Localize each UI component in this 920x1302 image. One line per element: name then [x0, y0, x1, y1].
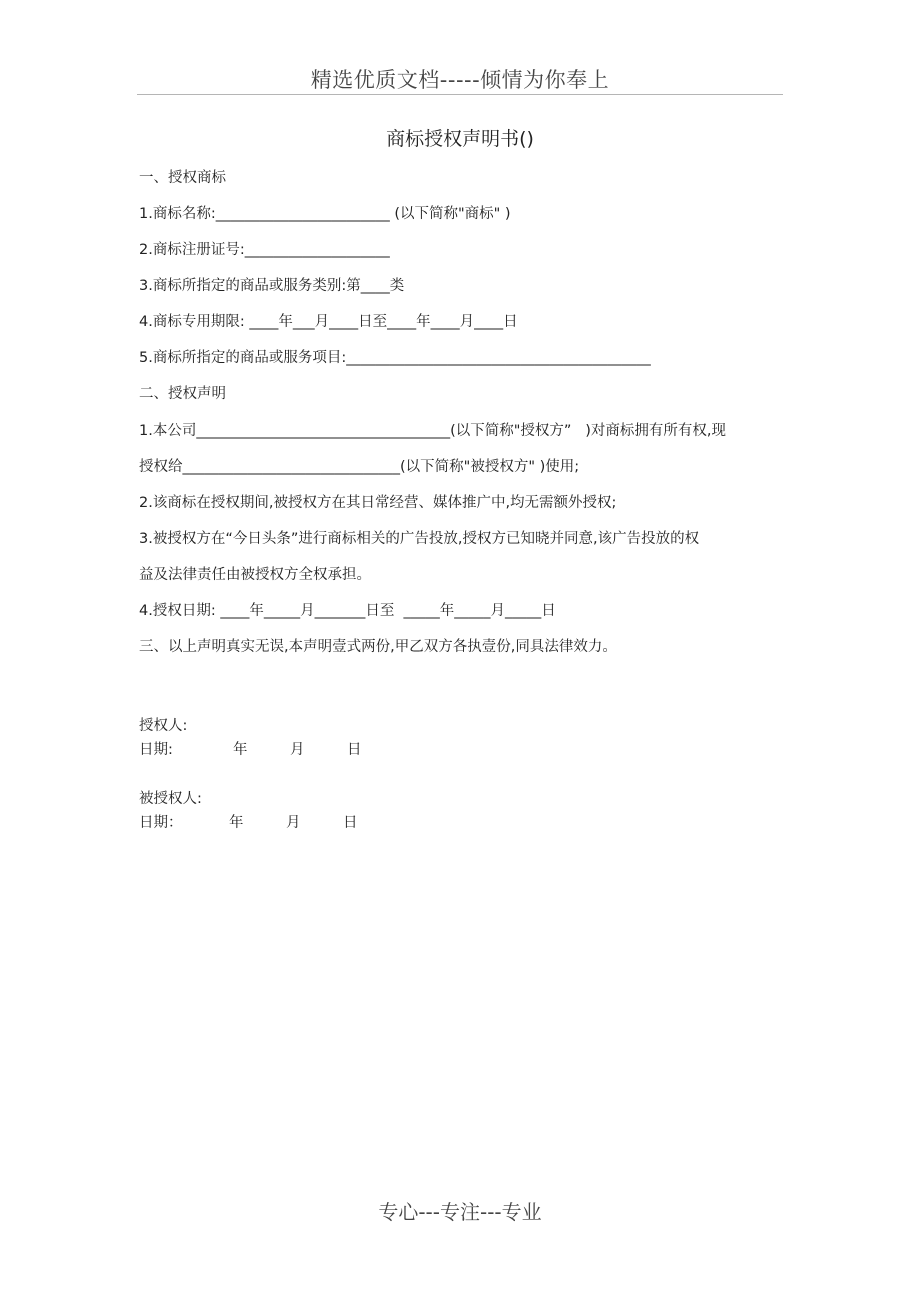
page-header: 精选优质文档-----倾情为你奉上 [310, 68, 610, 92]
grantor-date-month: 月 [290, 742, 305, 758]
document-title: 商标授权声明书() [386, 128, 534, 150]
authorization-scope-line: 2.该商标在授权期间,被授权方在其日常经营、媒体推广中,均无需额外授权; [139, 495, 617, 511]
authorization-date-line: 4.授权日期: ____年_____月_______日至 _____年_____月_____日 [139, 603, 556, 619]
grantor-date-day: 日 [347, 742, 362, 758]
advertising-clause-line-1: 3.被授权方在“今日头条”进行商标相关的广告投放,授权方已知晓并同意,该广告投放的权 [139, 531, 700, 547]
section-2-heading: 二、授权声明 [139, 386, 226, 402]
grantee-date-day: 日 [343, 815, 358, 831]
section-1-heading: 一、授权商标 [139, 170, 226, 186]
goods-items-line: 5.商标所指定的商品或服务项目:__________________________________________ [139, 350, 651, 366]
exclusive-period-line: 4.商标专用期限: ____年___月____日至____年____月____日 [139, 314, 518, 330]
header-divider [137, 94, 783, 95]
grantee-date-month: 月 [286, 815, 301, 831]
grantor-date-label: 日期: [139, 742, 173, 758]
registration-number-line: 2.商标注册证号:____________________ [139, 242, 390, 258]
grantor-label: 授权人: [139, 718, 188, 734]
page-footer: 专心---专注---专业 [378, 1200, 542, 1224]
goods-class-line: 3.商标所指定的商品或服务类别:第____类 [139, 278, 405, 294]
grantee-line: 授权给______________________________(以下简称"被授权方" )使用; [139, 459, 580, 475]
advertising-clause-line-2: 益及法律责任由被授权方全权承担。 [139, 567, 371, 583]
grantor-date-year: 年 [233, 742, 248, 758]
grantee-date-label: 日期： [139, 815, 183, 831]
grantee-label: 被授权人: [139, 791, 202, 807]
section-3-statement: 三、以上声明真实无误,本声明壹式两份,甲乙双方各执壹份,同具法律效力。 [139, 639, 617, 655]
trademark-name-line: 1.商标名称:________________________ (以下简称"商标" ) [139, 206, 511, 222]
grantee-date-year: 年 [229, 815, 244, 831]
grantor-company-line: 1.本公司___________________________________(以下简称"授权方” )对商标拥有所有权,现 [139, 423, 727, 439]
